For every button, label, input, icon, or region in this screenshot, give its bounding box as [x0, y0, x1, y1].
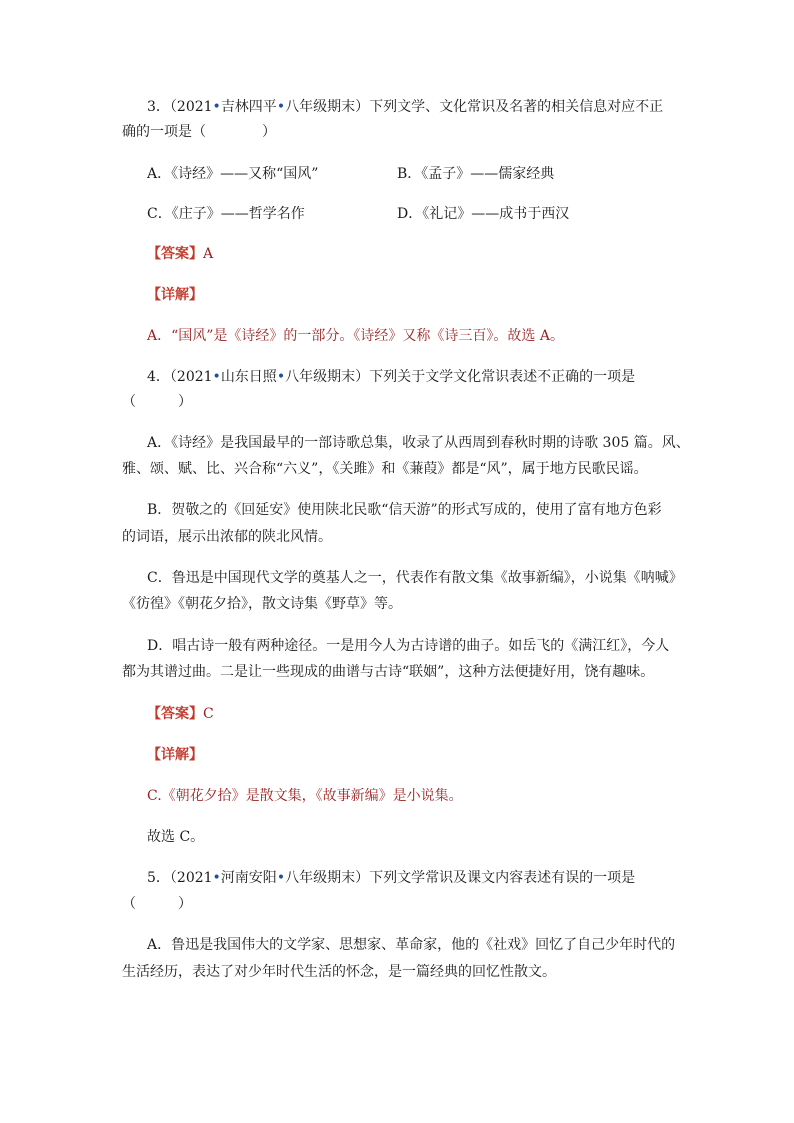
bullet: • — [276, 369, 286, 385]
bullet: • — [212, 870, 221, 886]
bullet: • — [212, 369, 221, 385]
q4-option-d-line1: D．唱古诗一般有两种途径。一是用今人为古诗谱的曲子。如岳飞的《满江红》，今人 — [147, 638, 670, 654]
bullet: • — [212, 99, 221, 115]
q3-detail-label: 【详解】 — [147, 287, 203, 303]
q4-option-d-line2: 都为其谱过曲。二是让一些现成的曲谱与古诗“联姻”，这种方法便捷好用，饶有趣味。 — [122, 664, 655, 680]
q3-option-d: D．《礼记》——成书于西汉 — [397, 206, 570, 222]
q3-option-b: B．《孟子》——儒家经典 — [397, 166, 555, 182]
q4-option-b-line1: B．贺敬之的《回延安》使用陕北民歌“信天游”的形式写成的，使用了富有地方色彩 — [147, 502, 662, 518]
q4-detail-label: 【详解】 — [147, 747, 203, 763]
bullet: • — [276, 99, 286, 115]
q4-conclusion: 故选 C。 — [147, 829, 205, 845]
q5-option-a-line1: A．鲁迅是我国伟大的文学家、思想家、革命家，他的《社戏》回忆了自己少年时代的 — [147, 937, 676, 953]
answer-label: 【答案】 — [147, 706, 203, 722]
q4-detail: C.《朝花夕拾》是散文集，《故事新编》是小说集。 — [147, 788, 463, 804]
q4-option-c-line1: C．鲁迅是中国现代文学的奠基人之一，代表作有散文集《故事新编》，小说集《呐喊》 — [147, 570, 683, 586]
q3-option-c: C．《庄子》——哲学名作 — [147, 206, 305, 222]
q3-stem-line1: 3．（2021•吉林四平•八年级期末）下列文学、文化常识及名著的相关信息对应不正 — [147, 99, 664, 115]
q3-answer: 【答案】A — [147, 246, 214, 262]
q5-option-a-line2: 生活经历，表达了对少年时代生活的怀念，是一篇经典的回忆性散文。 — [122, 964, 556, 980]
answer-label: 【答案】 — [147, 246, 203, 262]
q4-option-c-line2: 《彷徨》《朝花夕拾》，散文诗集《野草》等。 — [122, 596, 402, 612]
q5-stem-line1: 5．（2021•河南安阳•八年级期末）下列文学常识及课文内容表述有误的一项是 — [147, 870, 636, 886]
q4-option-a-line1: A．《诗经》是我国最早的一部诗歌总集，收录了从西周到春秋时期的诗歌 305 篇。风、 — [147, 435, 690, 451]
q4-answer: 【答案】C — [147, 706, 214, 722]
q3-detail: A．“国风”是《诗经》的一部分。《诗经》又称《诗三百》。故选 A。 — [147, 328, 564, 344]
q5-stem-line2: （ ） — [122, 896, 192, 912]
q3-stem-line2: 确的一项是（ ） — [122, 124, 276, 140]
bullet: • — [276, 870, 286, 886]
q4-option-b-line2: 的词语，展示出浓郁的陕北风情。 — [122, 529, 332, 545]
q4-stem-line1: 4．（2021•山东日照•八年级期末）下列关于文学文化常识表述不正确的一项是 — [147, 369, 636, 385]
q4-option-a-line2: 雅、颂、赋、比、兴合称“六义”，《关雎》和《蒹葭》都是“风”，属于地方民歌民谣。 — [122, 461, 648, 477]
q4-stem-line2: （ ） — [122, 394, 192, 410]
q3-option-a: A．《诗经》——又称“国风” — [147, 166, 319, 182]
